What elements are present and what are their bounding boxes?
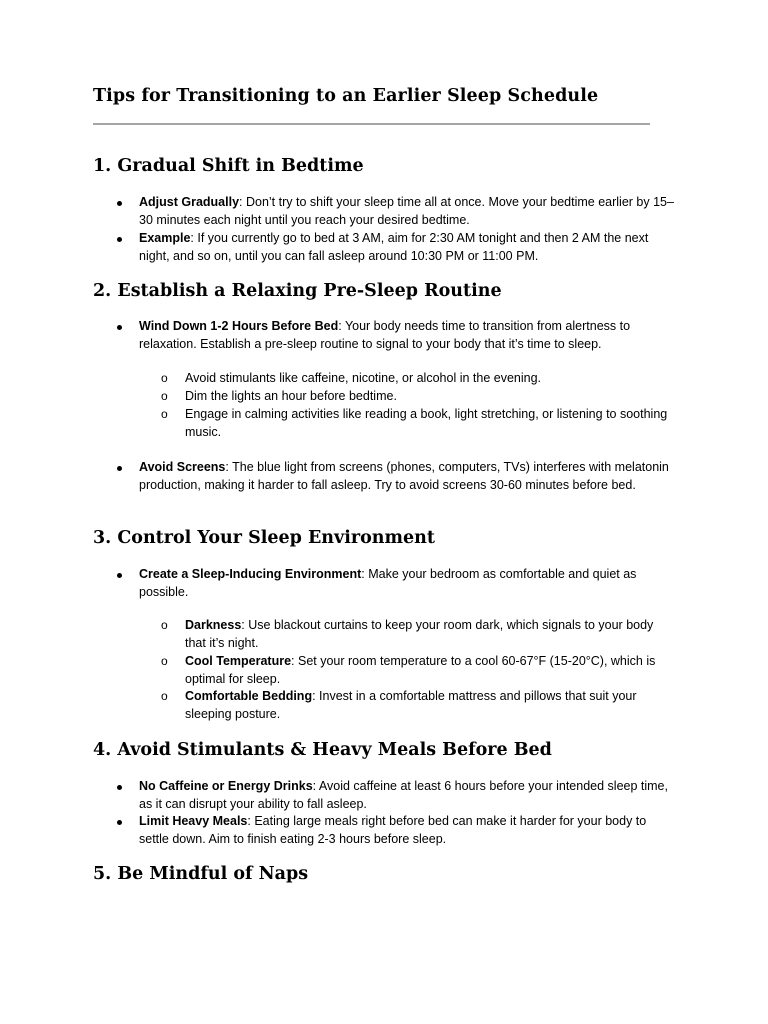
item-text: : Invest in a comfortable mattress and pillows that suit your sleeping posture.	[185, 689, 637, 721]
item-text: : The blue light from screens (phones, computers, TVs) interferes with melatonin production, making it harder to fall asleep. Try to avoid screens 30-60 minutes before bed.	[139, 460, 669, 492]
section-heading: 1. Gradual Shift in Bedtime	[93, 156, 364, 176]
list-item	[139, 230, 679, 265]
list-item	[139, 778, 679, 813]
sub-list-item: o Avoid stimulants like caffeine, nicotine, or alcohol in the evening.	[185, 370, 675, 388]
list-item	[139, 459, 679, 494]
item-text: : Set your room temperature to a cool 60-67°F (15-20°C), which is optimal for sleep.	[185, 654, 656, 686]
section-heading: 2. Establish a Relaxing Pre-Sleep Routine	[93, 281, 502, 301]
title-divider	[93, 123, 650, 125]
document-title: Tips for Transitioning to an Earlier Sleep Schedule	[93, 86, 599, 106]
item-text: : Your body needs time to transition from alertness to relaxation. Establish a pre-sleep routine to signal to your body that it’s time to sleep.	[139, 319, 631, 351]
item-label: Avoid Screens	[139, 460, 226, 474]
item-label: Darkness	[185, 618, 242, 632]
list-item	[139, 813, 679, 848]
item-text: : Avoid caffeine at least 6 hours before your intended sleep time, as it can disrupt your ability to fall asleep.	[139, 779, 668, 811]
sub-list-item: o Dim the lights an hour before bedtime.	[185, 388, 675, 406]
item-label: Limit Heavy Meals	[139, 814, 248, 828]
item-text: : Eating large meals right before bed can make it harder for your body to settle down. Aim to finish eating 2-3 hours before sleep.	[139, 814, 647, 846]
item-label: Wind Down 1-2 Hours Before Bed	[139, 319, 339, 333]
item-label: Adjust Gradually	[139, 195, 240, 209]
list-item	[139, 194, 679, 229]
section-heading: 5. Be Mindful of Naps	[93, 864, 309, 884]
item-label: Cool Temperature	[185, 654, 292, 668]
sub-list-item	[185, 688, 675, 723]
sub-list-item	[185, 617, 675, 652]
list-item	[139, 318, 679, 353]
sub-list-item	[185, 653, 675, 688]
item-label: Comfortable Bedding	[185, 689, 313, 703]
section-heading: 4. Avoid Stimulants & Heavy Meals Before Bed	[93, 740, 552, 760]
list-item	[139, 566, 679, 601]
item-label: Example	[139, 231, 191, 245]
item-label: Create a Sleep-Inducing Environment	[139, 567, 362, 581]
item-label: No Caffeine or Energy Drinks	[139, 779, 313, 793]
item-text: : If you currently go to bed at 3 AM, aim for 2:30 AM tonight and then 2 AM the next night, and so on, until you can fall asleep around 10:30 PM or 11:00 PM.	[139, 231, 649, 263]
sub-list-item: o Engage in calming activities like reading a book, light stretching, or listening to soothing music.	[185, 406, 675, 441]
section-heading: 3. Control Your Sleep Environment	[93, 528, 435, 548]
item-text: : Make your bedroom as comfortable and quiet as possible.	[139, 567, 637, 599]
item-text: : Use blackout curtains to keep your room dark, which signals to your body that it’s night.	[185, 618, 654, 650]
item-text: : Don’t try to shift your sleep time all at once. Move your bedtime earlier by 15–30 minutes each night until you reach your desired bedtime.	[139, 195, 674, 227]
